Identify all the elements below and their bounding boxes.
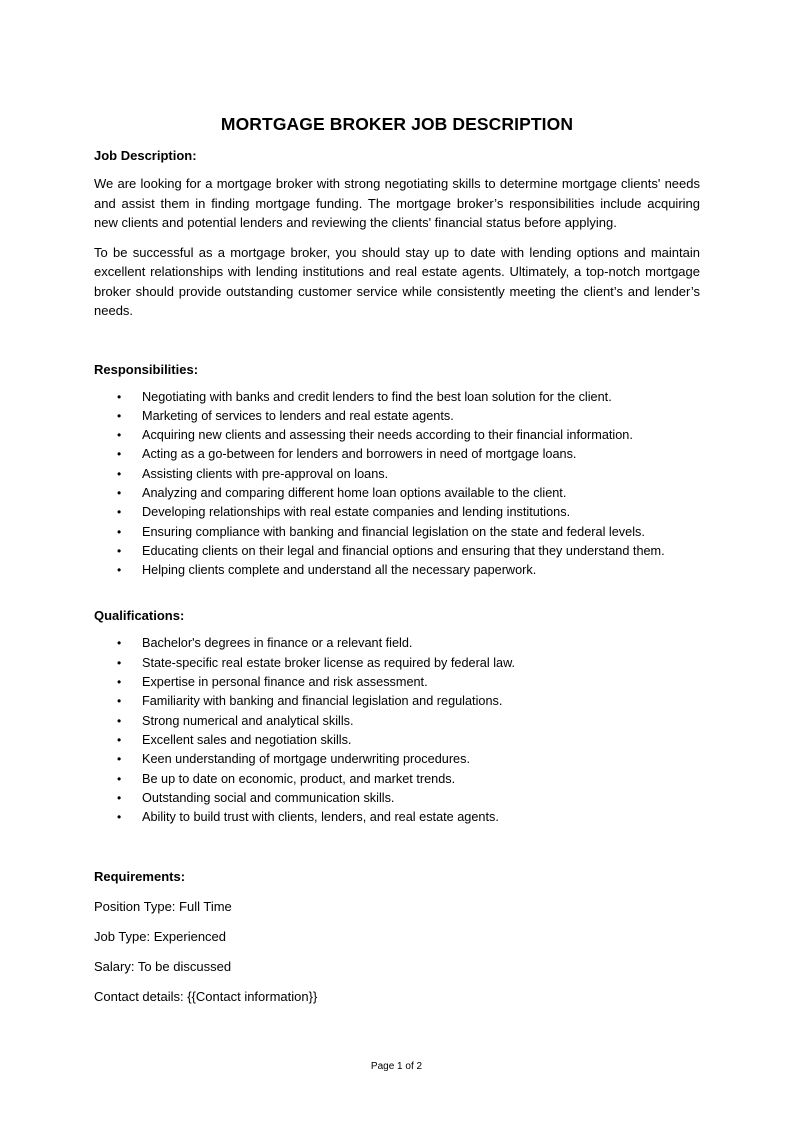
list-item-text: State-specific real estate broker license as required by federal law. [142,655,516,670]
job-description-heading: Job Description: [94,148,197,163]
responsibilities-list [94,388,700,581]
list-item-text: Keen understanding of mortgage underwriting procedures. [142,752,470,767]
bullet-icon: • [117,636,122,651]
list-item [94,808,700,827]
list-item [94,465,700,484]
list-item [94,712,700,731]
list-item-text: Ability to build trust with clients, lenders, and real estate agents. [142,810,499,825]
bullet-icon: • [117,389,122,404]
list-item-text: Developing relationships with real estate companies and lending institutions. [142,505,571,520]
list-item [94,692,700,711]
bullet-icon: • [117,713,122,728]
salary: Salary: To be discussed [94,959,232,975]
list-item [94,634,700,653]
job-description-paragraph-1: We are looking for a mortgage broker with strong negotiating skills to determine mortgage clients' needs and assist them in finding mortgage funding. The mortgage broker’s responsibilities include acquiring new clients and potential lenders and reviewing the clients' financial status before applying. [94,176,700,230]
list-item-text: Acting as a go-between for lenders and borrowers in need of mortgage loans. [142,447,577,462]
requirements-heading: Requirements: [94,869,186,885]
list-item-text: Bachelor's degrees in finance or a relevant field. [142,636,413,651]
list-item [94,542,700,561]
bullet-icon: • [117,790,122,805]
bullet-icon: • [117,408,122,423]
list-item-text: Acquiring new clients and assessing their needs according to their financial information. [142,428,633,443]
list-item [94,789,700,808]
bullet-icon: • [117,428,122,443]
bullet-icon: • [117,675,122,690]
list-item-text: Helping clients complete and understand all the necessary paperwork. [142,563,537,578]
list-item-text: Be up to date on economic, product, and market trends. [142,771,456,786]
list-item [94,503,700,522]
bullet-icon: • [117,732,122,747]
list-item [94,770,700,789]
bullet-icon: • [117,524,122,539]
list-item-text: Assisting clients with pre-approval on loans. [142,466,389,481]
list-item [94,731,700,750]
list-item [94,407,700,426]
bullet-icon: • [117,485,122,500]
bullet-icon: • [117,752,122,767]
bullet-icon: • [117,466,122,481]
document-body [94,114,700,1006]
qualifications-heading: Qualifications: [94,608,185,624]
bullet-icon: • [117,810,122,825]
responsibilities-heading: Responsibilities: [94,361,199,377]
list-item [94,445,700,464]
list-item-text: Outstanding social and communication skills. [142,790,395,805]
job-type: Job Type: Experienced [94,929,227,945]
list-item [94,750,700,769]
list-item-text: Ensuring compliance with banking and financial legislation on the state and federal levels. [142,524,645,539]
list-item-text: Educating clients on their legal and financial options and ensuring that they understand them. [142,543,665,558]
job-description-paragraph-2: To be successful as a mortgage broker, you should stay up to date with lending options and maintain excellent relationships with lending institutions and real estate agents. Ultimately, a top-notch mortgage broker should provide outstanding customer service while consistently meeting the client’s and lender’s needs. [94,244,700,318]
page-number: Page 1 of 2 [370,1061,423,1072]
list-item [94,561,700,580]
bullet-icon: • [117,655,122,670]
contact-details: Contact details: {{Contact information}} [94,989,318,1005]
list-item [94,523,700,542]
bullet-icon: • [117,771,122,786]
page-title: MORTGAGE BROKER JOB DESCRIPTION [220,114,574,134]
list-item-text: Familiarity with banking and financial legislation and regulations. [142,694,503,709]
list-item-text: Marketing of services to lenders and real estate agents. [142,408,454,423]
bullet-icon: • [117,543,122,558]
list-item-text: Strong numerical and analytical skills. [142,713,354,728]
bullet-icon: • [117,447,122,462]
list-item [94,654,700,673]
list-item-text: Excellent sales and negotiation skills. [142,732,352,747]
list-item-text: Expertise in personal finance and risk assessment. [142,675,428,690]
bullet-icon: • [117,563,122,578]
qualifications-list [94,634,700,827]
list-item-text: Analyzing and comparing different home loan options available to the client. [142,485,567,500]
list-item [94,426,700,445]
bullet-icon: • [117,505,122,520]
list-item [94,484,700,503]
bullet-icon: • [117,694,122,709]
position-type: Position Type: Full Time [94,899,232,915]
list-item [94,673,700,692]
list-item-text: Negotiating with banks and credit lenders to find the best loan solution for the client. [142,389,612,404]
list-item [94,388,700,407]
